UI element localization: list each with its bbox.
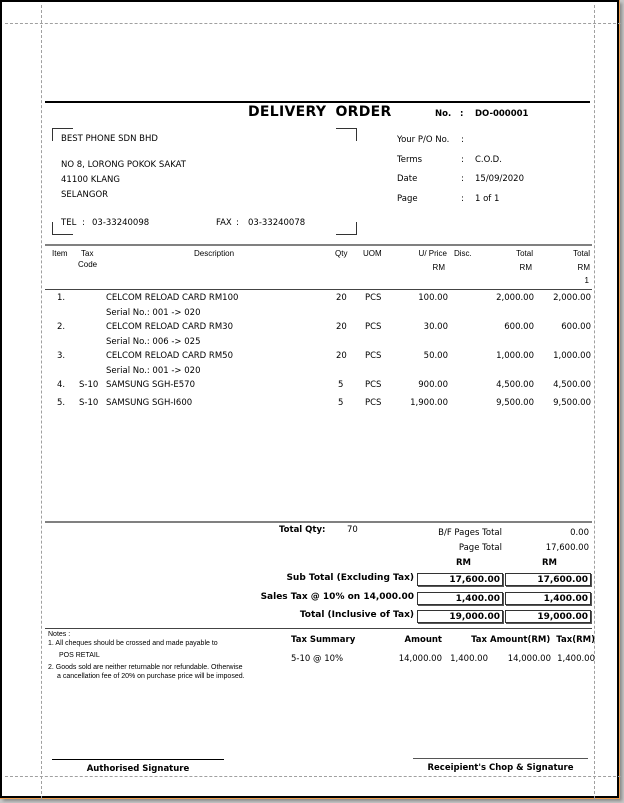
customer-address-1: NO 8, LORONG POKOK SAKAT [61,160,186,170]
tel-label: TEL [61,218,77,228]
tax-amount-rm-header: Amount(RM) [490,635,551,645]
po-label: Your P/O No. [397,135,450,145]
subtotal-value-1: 17,600.00 [417,573,503,586]
row-total: 600.00 [504,322,534,332]
terms-colon: : [461,155,464,165]
customer-name: BEST PHONE SDN BHD [61,134,158,144]
col-total1-3: 1 [584,276,589,285]
notes-line-1b: POS RETAIL [59,652,100,659]
margin-guide-right [594,5,595,799]
row-qty: 5 [338,380,344,390]
row-tax-code: S-10 [79,380,99,390]
notes-line-2: 2. Goods sold are neither returnable nor refundable. Otherwise [48,664,243,671]
col-tax-1: Tax [81,249,94,258]
row-price: 900.00 [418,380,448,390]
col-total-1: Total [516,249,533,258]
customer-address-2: 41100 KLANG [61,175,121,185]
row-item: 5. [57,398,66,408]
row-item: 1. [57,293,66,303]
col-qty: Qty [335,249,348,258]
corner-tr [336,128,357,141]
corner-br [336,222,357,235]
row-uom: PCS [365,398,382,408]
tax-summary-amount: 14,000.00 [398,654,442,664]
customer-address-3: SELANGOR [61,190,109,200]
row-desc: CELCOM RELOAD CARD RM100 [106,293,239,303]
col-tax-2: Code [78,260,98,269]
row-total1: 9,500.00 [553,398,591,408]
col-uprice-1: U/ Price [418,249,447,258]
sales-tax-label: Sales Tax @ 10% on 14,000.00 [260,592,414,602]
recipient-signature-line [413,758,588,759]
row-total1: 2,000.00 [553,293,591,303]
bf-pages-label: B/F Pages Total [438,528,502,538]
date-label: Date [397,174,418,184]
total-qty-value: 70 [347,525,358,535]
margin-guide-top [5,23,621,24]
margin-guide-bottom [5,776,621,777]
fax-value: 03-33240078 [248,218,306,228]
row-uom: PCS [365,322,382,332]
row-item: 3. [57,351,66,361]
sales-tax-value-2: 1,400.00 [505,592,591,605]
row-uom: PCS [365,380,382,390]
tax-summary-header: Tax Summary [291,635,356,645]
row-qty: 20 [336,322,347,332]
subtotal-label: Sub Total (Excluding Tax) [286,573,414,583]
col-description: Description [194,249,235,258]
row-total1: 4,500.00 [553,380,591,390]
date-value: 15/09/2020 [475,174,524,184]
fax-colon: : [236,218,239,228]
row-total1: 600.00 [561,322,591,332]
row-desc: SAMSUNG SGH-E570 [106,380,196,390]
col-total1-1: Total [573,249,590,258]
tax-tax-header: Tax [471,635,487,645]
header-rule [45,101,590,103]
page-label: Page [397,194,418,204]
row-tax-code: S-10 [79,398,99,408]
row-item: 4. [57,380,66,390]
row-qty: 20 [336,351,347,361]
row-serial: Serial No.: 006 -> 025 [106,337,201,347]
tax-summary-tax: 1,400.00 [450,654,488,664]
tel-colon: : [82,218,85,228]
row-item: 2. [57,322,66,332]
tax-tax-rm-header: Tax(RM) [556,635,595,645]
table-header-rule [45,289,592,290]
col-uom: UOM [363,249,382,258]
bf-pages-value: 0.00 [570,528,589,538]
page-total-value: 17,600.00 [545,543,589,553]
terms-value: C.O.D. [475,155,502,165]
col-total1-2: RM [577,263,590,272]
row-total1: 1,000.00 [553,351,591,361]
tax-summary-code: 5-10 @ 10% [291,654,344,664]
row-total: 1,000.00 [496,351,534,361]
col-item: Item [52,249,68,258]
row-desc: SAMSUNG SGH-I600 [106,398,193,408]
row-price: 1,900.00 [410,398,448,408]
row-desc: CELCOM RELOAD CARD RM50 [106,351,233,361]
row-total: 4,500.00 [496,380,534,390]
grand-total-value-2: 19,000.00 [505,610,591,623]
total-qty-label: Total Qty: [279,525,326,535]
notes-title: Notes : [48,631,71,638]
row-price: 50.00 [423,351,448,361]
notes-line-2b: a cancellation fee of 20% on purchase price will be imposed. [57,673,245,680]
doc-no-label: No. [435,109,452,119]
row-uom: PCS [365,293,382,303]
row-qty: 20 [336,293,347,303]
currency-label-1: RM [456,558,472,568]
document-title: DELIVERY ORDER [248,104,392,120]
row-desc: CELCOM RELOAD CARD RM30 [106,322,233,332]
grand-total-label: Total (Inclusive of Tax) [299,610,414,620]
date-colon: : [461,174,464,184]
table-top-rule [45,244,592,246]
tax-amount-header: Amount [404,635,442,645]
row-serial: Serial No.: 001 -> 020 [106,308,201,318]
col-disc: Disc. [454,249,472,258]
po-colon: : [461,135,464,145]
page-colon: : [461,194,464,204]
col-total-2: RM [519,263,532,272]
notes-line-1: 1. All cheques should be crossed and made payable to [48,640,218,647]
row-serial: Serial No.: 001 -> 020 [106,366,201,376]
currency-label-2: RM [542,558,558,568]
sales-tax-value-1: 1,400.00 [417,592,503,605]
doc-no-colon: : [460,109,464,119]
subtotal-value-2: 17,600.00 [505,573,591,586]
tax-summary-tax-rm: 1,400.00 [557,654,595,664]
row-qty: 5 [338,398,344,408]
tax-summary-amount-rm: 14,000.00 [507,654,551,664]
page-total-label: Page Total [458,543,502,553]
totals-rule [45,521,592,523]
authorised-signature-line [52,759,224,760]
doc-no-value: DO-000001 [475,109,529,119]
row-total: 9,500.00 [496,398,534,408]
grand-total-value-1: 19,000.00 [417,610,503,623]
authorised-signature-label: Authorised Signature [86,764,190,774]
fax-label: FAX [216,218,232,228]
row-uom: PCS [365,351,382,361]
terms-label: Terms [397,155,423,165]
notes-rule [45,628,592,629]
row-price: 30.00 [423,322,448,332]
row-price: 100.00 [418,293,448,303]
col-uprice-2: RM [432,263,445,272]
tel-value: 03-33240098 [92,218,150,228]
page-value: 1 of 1 [475,194,500,204]
row-total: 2,000.00 [496,293,534,303]
recipient-signature-label: Receipient's Chop & Signature [427,763,574,773]
margin-guide-left [41,5,42,799]
